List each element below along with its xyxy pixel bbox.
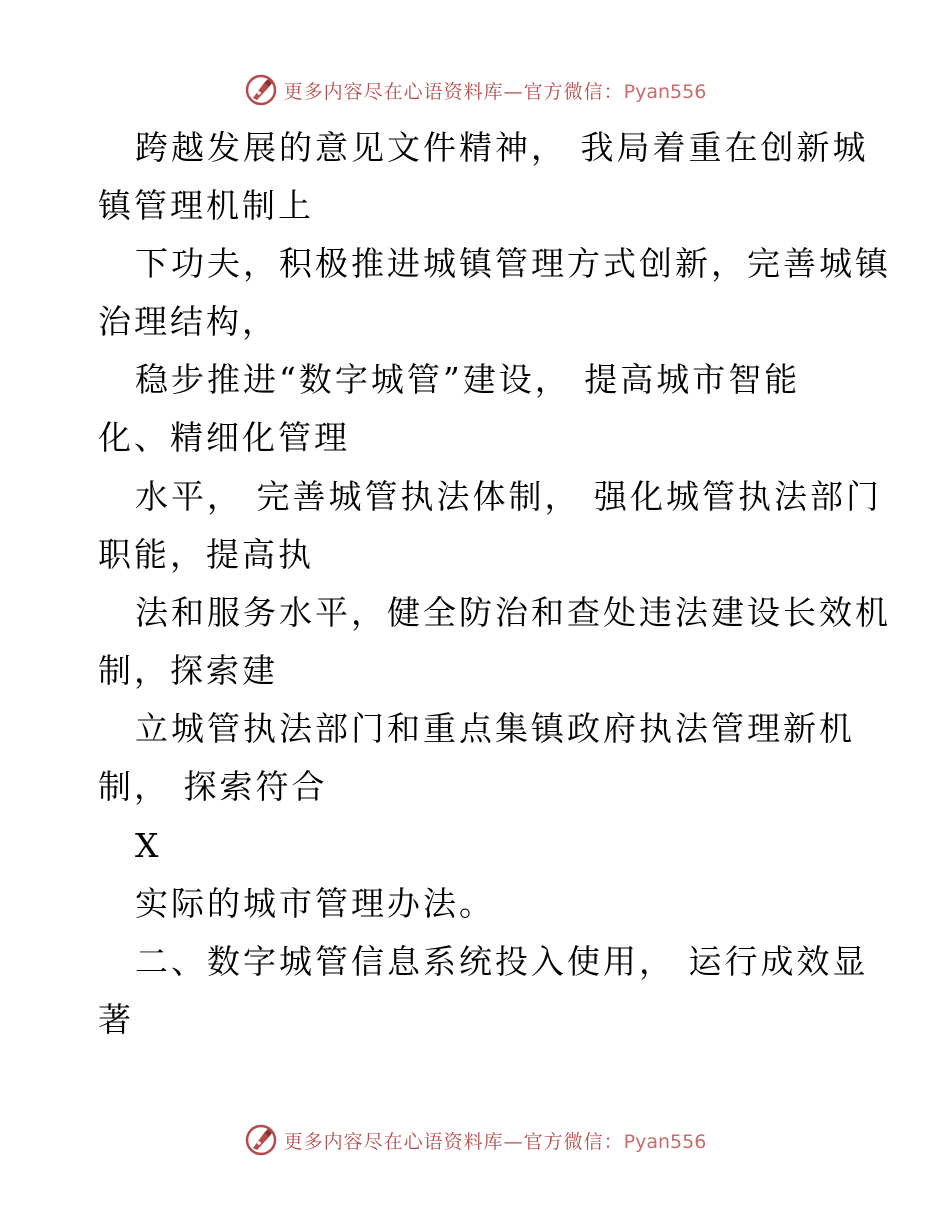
text-line: 著: [98, 1000, 134, 1039]
text-line: 制，探索建: [98, 651, 278, 690]
text-line: 实际的城市管理办法。: [135, 884, 495, 923]
text-line: X: [135, 826, 162, 865]
text-line: 二、数字城管信息系统投入使用， 运行成效显: [135, 942, 869, 981]
text-line: 跨越发展的意见文件精神， 我局着重在创新城: [135, 128, 869, 167]
text-line: 化、精细化管理: [98, 418, 350, 457]
text-line: 稳步推进“数字城管”建设， 提高城市智能: [135, 360, 801, 399]
text-line: 水平， 完善城管执法体制， 强化城管执法部门: [135, 477, 882, 516]
text-line: 法和服务水平，健全防治和查处违法建设长效机: [135, 593, 891, 632]
text-line: 职能，提高执: [98, 535, 314, 574]
text-line: 治理结构，: [98, 302, 278, 341]
watermark-contact: Pyan556: [623, 1130, 707, 1153]
footer-watermark: [0, 1120, 950, 1160]
pen-nib-logo-icon: [244, 1123, 278, 1157]
text-line: 制， 探索符合: [98, 767, 328, 806]
watermark-text: 更多内容尽在心语资料库—官方微信：Pyan556: [283, 1130, 707, 1153]
watermark-contact: Pyan556: [623, 80, 707, 103]
text-line: 下功夫，积极推进城镇管理方式创新，完善城镇: [135, 244, 891, 283]
text-line: 立城管执法部门和重点集镇政府执法管理新机: [135, 709, 855, 748]
watermark-text: 更多内容尽在心语资料库—官方微信：Pyan556: [283, 80, 707, 103]
text-line: 镇管理机制上: [98, 186, 314, 225]
